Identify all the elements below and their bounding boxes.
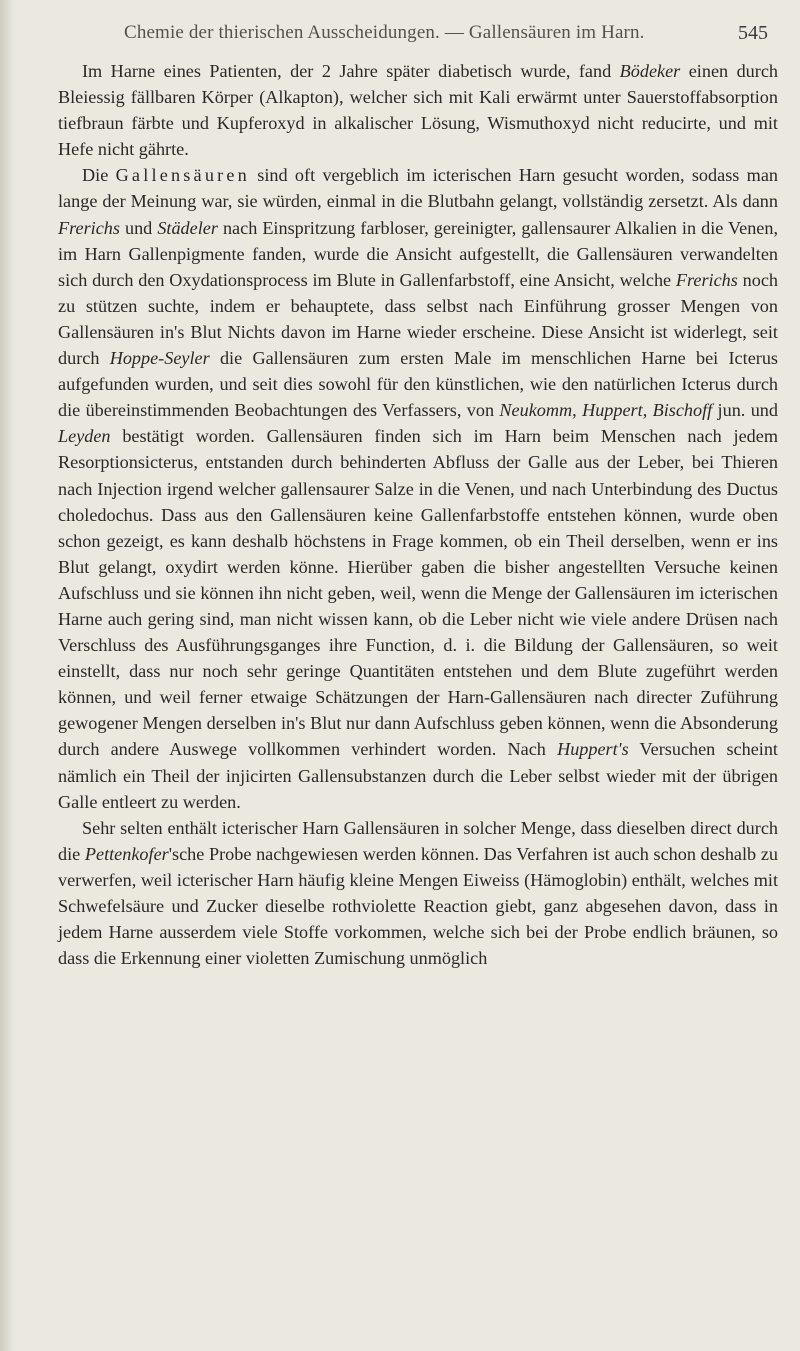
text-run: die Gallensäuren zum ersten Male im menschlichen Harne bei Icterus aufgefunden wurden, und seit dies sowohl für den künstlichen, wie den natürlichen Icterus durch die übereinstimmenden Beobachtungen des Verfassers, von [58,348,778,421]
page-number: 545 [738,22,768,44]
running-head-title: Chemie der thierischen Ausscheidungen. — Gallensäuren im Harn. [124,22,645,43]
running-head [124,18,768,48]
author-name: Huppert's [557,739,629,760]
author-name: Bischoff [652,400,713,421]
text-run: bestätigt worden. Gallensäuren finden sich im Harn beim Menschen nach jedem Resorptionsicterus, entstanden durch behinderten Abfluss der Galle aus der Leber, bei Thieren nach Injection irgend welcher gallensaurer Salze in die Venen, und nach Unterbindung des Ductus choledochus. Dass aus den Gallensäuren keine Gallenfarbstoffe entstehen können, wurde oben schon gezeigt, es kann deshalb höchstens in Frage kommen, ob ein Theil derselben, wenn er ins Blut gelangt, oxydirt werden könne. Hierüber gaben die bisher angestellten Versuche keinen Aufschluss und sie können ihn nicht geben, weil, wenn die Menge der Gallensäuren im icterischen Harne auch gering sind, man nicht wissen kann, ob die Leber nicht wie viele andere Drüsen nach Verschluss des Ausführungsganges ihre Function, d. i. die Bildung der Gallensäuren, so weit einstellt, dass nur noch sehr geringe Quantitäten entstehen und dem Blute zugeführt werden können, und weil ferner etwaige Schätzungen der Harn-Gallensäuren nach directer Zuführung gewogener Mengen derselben in's Blut nur dann Aufschluss geben können, wenn die Absonderung durch andere Auswege vollkommen verhindert worden. Nach [58,426,778,760]
text-run: , [642,400,653,421]
paragraph [58,58,778,162]
paragraph [58,815,778,972]
text-run: sind oft vergeblich im icterischen Harn gesucht worden, sodass man lange der Meinung war, sie würden, einmal in die Blutbahn gelangt, vollständig zersetzt. Als dann [58,165,778,212]
page-gutter-shadow [0,0,14,1351]
text-run: , [572,400,583,421]
text-run: und [119,217,158,238]
text-run: Sehr selten enthält icterischer Harn Gallensäuren in solcher Menge, dass dieselben direct durch die [58,817,778,864]
text-run: jun. und [712,400,778,421]
text-run: Versuchen scheint nämlich ein Theil der injicirten Gallensubstanzen durch die Leber selbst wieder mit der übrigen Galle entleert zu werden. [58,739,778,812]
paragraph [58,162,778,814]
text-run: 'sche Probe nachgewiesen werden können. Das Verfahren ist auch schon deshalb zu verwerfen, weil icterischer Harn häufig kleine Mengen Eiweiss (Hämoglobin) enthält, welches mit Schwefelsäure und Zucker dieselbe rothviolette Reaction giebt, ganz abgesehen davon, dass in jedem Harne ausserdem viele Stoffe vorkommen, welche sich bei der Probe endlich bräunen, so dass die Erkennung einer violetten Zumischung unmöglich [58,843,778,969]
author-name: Hoppe-Seyler [109,348,210,369]
text-run: Die [82,165,116,186]
author-name: Neukomm [499,400,573,421]
author-name: Pettenkofer [84,843,169,864]
author-name: Frerichs [58,217,120,238]
body-text [58,58,778,971]
author-name: Huppert [582,400,643,421]
text-run: Im Harne eines Patienten, der 2 Jahre später diabetisch wurde, fand [82,61,620,81]
author-name: Bödeker [619,61,681,81]
text-run: noch zu stützen suchte, indem er behauptete, dass selbst nach Einführung grosser Mengen von Gallensäuren in's Blut Nichts davon im Harne wieder erscheine. Diese Ansicht ist widerlegt, seit durch [58,269,778,369]
author-name: Frerichs [675,269,738,290]
text-run: nach Einspritzung farbloser, gereinigter, gallensaurer Alkalien in die Venen, im Harn Gallenpigmente fanden, wurde die Ansicht aufgestellt, die Gallensäuren verwandelten sich durch den Oxydationsprocess im Blute in Gallenfarbstoff, eine Ansicht, welche [58,217,779,290]
text-run: einen durch Bleiessig fällbaren Körper (Alkapton), welcher sich mit Kali erwärmt unter Sauerstoffabsorption tiefbraun färbte und Kupferoxyd in alkalischer Lösung, Wismuthoxyd nicht reducirte, und mit Hefe nicht gährte. [58,61,779,160]
spaced-term: Gallensäuren [115,165,250,186]
author-name: Städeler [157,217,218,238]
author-name: Leyden [58,426,111,447]
